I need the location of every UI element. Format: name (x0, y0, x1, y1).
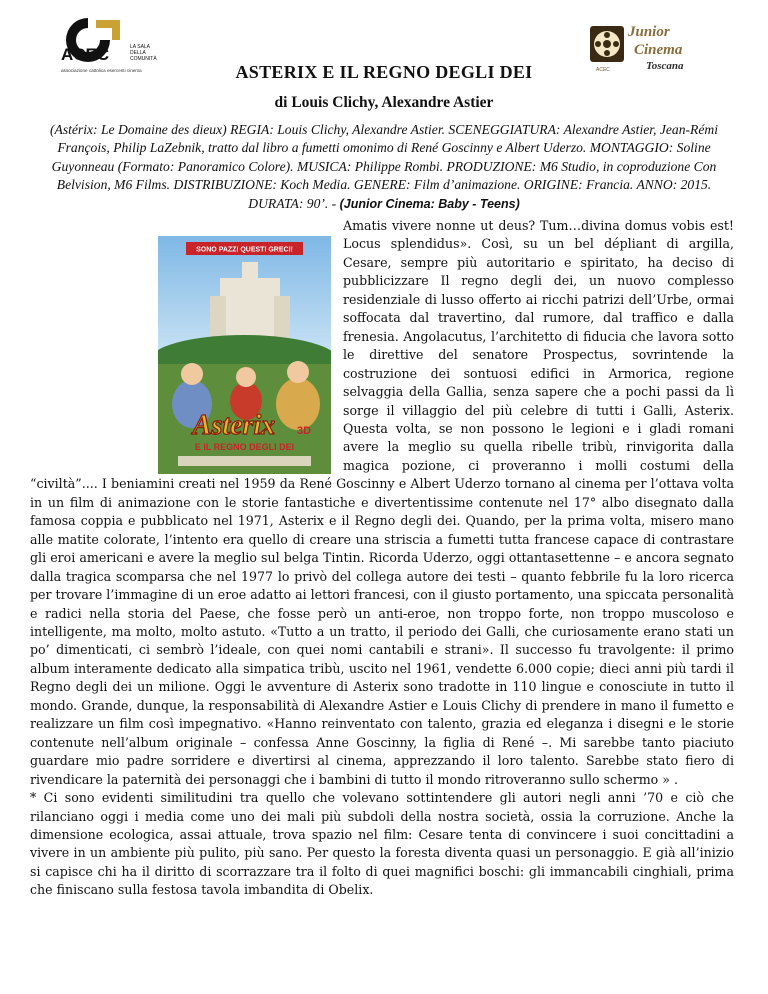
acec-logo-tagline-1: LA SALA (130, 44, 151, 50)
film-reel-icon (590, 26, 624, 62)
article-paragraph-1: Amatis vivere nonne ut deus? Tum…divina domus vobis est! Locus splendidus». Così, su un bel dépliant di argilla, Cesare, sempre più autoritario e spiritato, ha deciso di pubblicizzare Il regno degli dei, un nuovo complesso residenziale di lusso offerto ai ricchi patrizi dell’Urbe, ormai soffocata dal travertino, dal rumore, dal traffico e dalla frenesia. Angolacutus, l’architetto di fiducia che lavora sotto le direttive del senatore Prospectus, sovrintende la costruzione dei sontuosi edifici in Armorica, regione selvaggia della Gallia, senza sapere che a pochi passi da lì sorge il villaggio del più celebre di tutti i Galli, Asterix. Questa volta, se non possono le legioni e i gladi romani avere la meglio su quella ribelle tribù, rinvigorita dalla magica pozione, ci proveranno i molli costumi della “civiltà”.... I beniamini creati nel 1959 da René Goscinny e Albert Uderzo tornano al cinema per l’ottava volta in un film di animazione con le storie fantastiche e divertentissime contenute nel 17° albo disegnato dalla famosa coppia e pubblicato nel 1971, Asterix e il Regno degli dei. Quando, per la prima volta, misero mano alle matite colorate, l’intento era quello di creare una striscia a fumetti tutta francese capace di contrastare gli eroi americani e avere la meglio sul belga Tintin. Ricorda Uderzo, oggi ottantasettenne – e ancora segnato dalla tragica scomparsa che nel 1977 lo privò del collega autore dei testi – quanto febbrile fu la loro ricerca per trovare l’immagine di un eroe adatto ai lettori francesi, con il giusto portamento, una spiccata personalità e radici nella storia del Paese, che fosse però un anti-eroe, non troppo forte, non troppo muscoloso e intelligente, ma molto, molto astuto. «Tutto a un tratto, il periodo dei Galli, che curiosamente erano stati un po’ dimenticati, ci sembrò l’ideale, con quei nomi cantabili e strani». Il successo fu travolgente: il primo album interamente dedicato alla simpatica tribù, uscito nel 1961, vendette 6.000 copie; dieci anni più tardi il Regno degli dei un milione. Oggi le avventure di Asterix sono tradotte in 110 lingue e conosciute in tutto il mondo. Grande, dunque, la responsabilità di Alexandre Astier e Louis Clichy di prendere in mano il fumetto e realizzare un film così impegnativo. «Hanno reinventato con talento, grazia ed eleganza i disegni e le storie contenute nell’album originale – confessa Anne Goscinny, la figlia di René –. Mi sarebbe tanto piaciuto guardare mio padre sorridere e divertirsi al cinema, apprezzando il loro talento. Sarebbe stato fiero di rivendicare la paternità dei personaggi che i bambini di tutto il mondo ritroveranno sullo schermo » . (30, 218, 734, 787)
acec-logo-subtitle: associazione cattolica esercenti cinema (61, 68, 142, 73)
poster-credits-block (178, 456, 311, 466)
acec-logo-tagline-3: COMUNITÀ (130, 56, 157, 62)
film-credits (46, 121, 722, 213)
credits-text: (Astérix: Le Domaine des dieux) REGIA: Louis Clichy, Alexandre Astier. SCENEGGIATURA: Alexandre Astier, Jean-Rémi François, Philip LaZebnik, tratto dal libro a fumetti omonimo di René Goscinny e Albert Uderzo. MONTAGGIO: Soline Guyonneau (Formato: Panoramico Colore). MUSICA: Philippe Rombi. PRODUZIONE: M6 Studio, in coproduzione Con Belvision, M6 Films. DISTRIBUZIONE: Koch Media. GENERE: Film d’animazione. ORIGINE: Francia. ANNO: 2015. DURATA: 90’. - (50, 122, 718, 211)
audience-label: (Junior Cinema: Baby - Teens) (339, 196, 520, 211)
article-title: ASTERIX E IL REGNO DEGLI DEI (235, 62, 533, 82)
junior-logo-line3: Toscana (646, 60, 684, 72)
junior-logo-small: ACEC (596, 67, 610, 73)
poster-3d-badge: 3D (296, 425, 312, 437)
poster-tagline: SONO PAZZI QUESTI GRECI! (196, 246, 293, 254)
junior-logo-line1: Junior (628, 24, 670, 40)
article-paragraph-2: * Ci sono evidenti similitudini tra quello che volevano sottintendere gli autori negli anni ’70 e ciò che rilanciano oggi i media come uno dei mali più subdoli della nostra società, ossia la corruzione. Anche la dimensione ecologica, assai attuale, trova spazio nel film: Cesare tenta di convincere i suoi concittadini a vivere in un ambiente più pulito, più sano. Per questo la foresta diventa quasi un personaggio. E già all’inizio si capisce chi ha il diritto di scorrazzare tra il folto di quei magnifici boschi: gli immancabili cinghiali, prima che finiscano sulla festosa tavola imbandita di Obelix. (30, 790, 734, 898)
article-body (30, 217, 734, 900)
article-authors: di Louis Clichy, Alexandre Astier (274, 94, 494, 111)
poster-logo-text: Asterix (192, 410, 276, 441)
movie-poster (158, 236, 331, 474)
poster-title: E IL REGNO DEGLI DEI (194, 442, 295, 452)
acec-logo-name: ACEC (61, 45, 110, 64)
junior-logo-line2: Cinema (634, 42, 683, 58)
acec-logo-tagline-2: DELLA (130, 50, 146, 56)
